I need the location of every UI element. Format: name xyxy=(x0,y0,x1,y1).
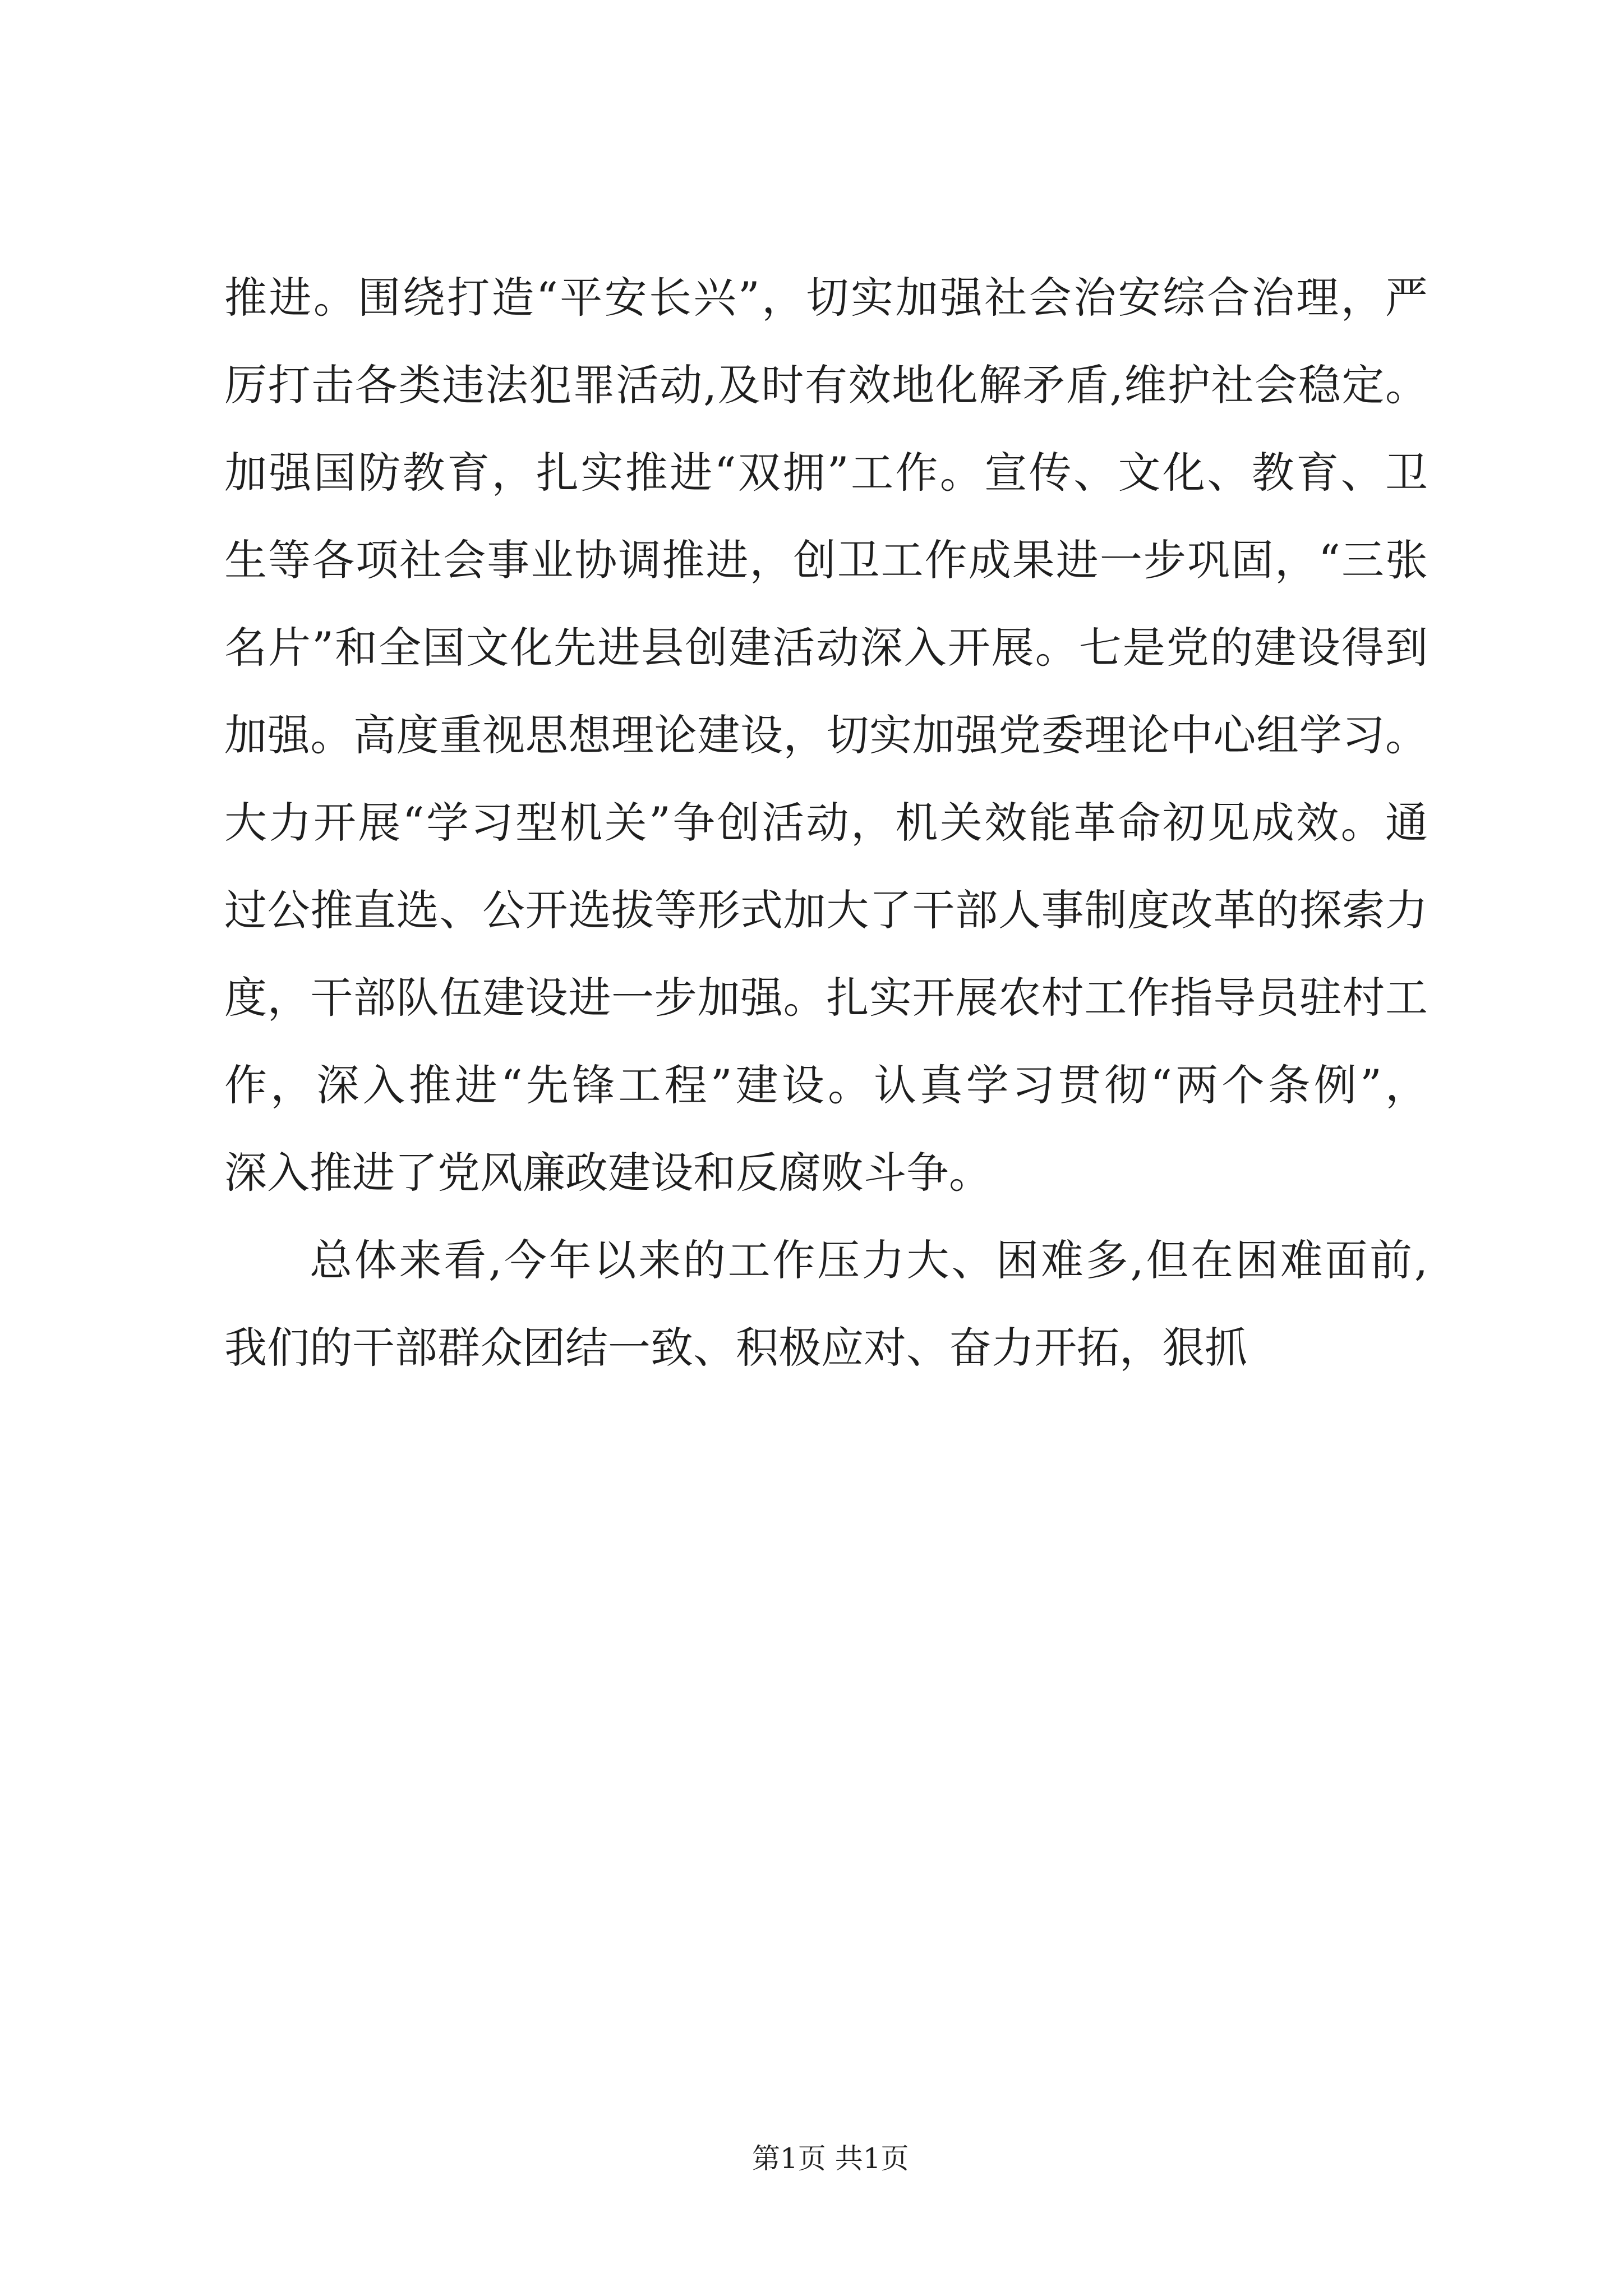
body-line: 加强。高度重视思想理论建设，切实加强党委理论中心组学习。 xyxy=(224,710,1428,760)
paragraph xyxy=(224,1217,1428,1392)
page-number-footer: 第1页 共1页 xyxy=(752,2142,909,2175)
body-line: 名片”和全国文化先进县创建活动深入开展。七是党的建设得到 xyxy=(224,623,1428,673)
body-line: 大力开展“学习型机关”争创活动，机关效能革命初见成效。通 xyxy=(224,798,1428,848)
body-line: 厉打击各类违法犯罪活动,及时有效地化解矛盾,维护社会稳定。 xyxy=(224,360,1428,410)
body-line: 过公推直选、公开选拔等形式加大了干部人事制度改革的探索力 xyxy=(224,885,1428,935)
body-line: 我们的干部群众团结一致、积极应对、奋力开拓，狠抓 xyxy=(224,1323,1247,1373)
paragraph xyxy=(224,254,1428,1217)
body-line: 推进。围绕打造“平安长兴”，切实加强社会治安综合治理，严 xyxy=(224,273,1428,323)
body-line: 度，干部队伍建设进一步加强。扎实开展农村工作指导员驻村工 xyxy=(224,973,1428,1023)
body-line: 深入推进了党风廉政建设和反腐败斗争。 xyxy=(224,1148,992,1198)
body-line: 生等各项社会事业协调推进，创卫工作成果进一步巩固，“三张 xyxy=(224,535,1428,585)
body-line: 作，深入推进“先锋工程”建设。认真学习贯彻“两个条例”， xyxy=(224,1060,1428,1110)
body-line: 加强国防教育，扎实推进“双拥”工作。宣传、文化、教育、卫 xyxy=(224,448,1428,498)
document-body xyxy=(224,254,1428,1392)
body-line: 总体来看,今年以来的工作压力大、困难多,但在困难面前, xyxy=(310,1235,1428,1285)
